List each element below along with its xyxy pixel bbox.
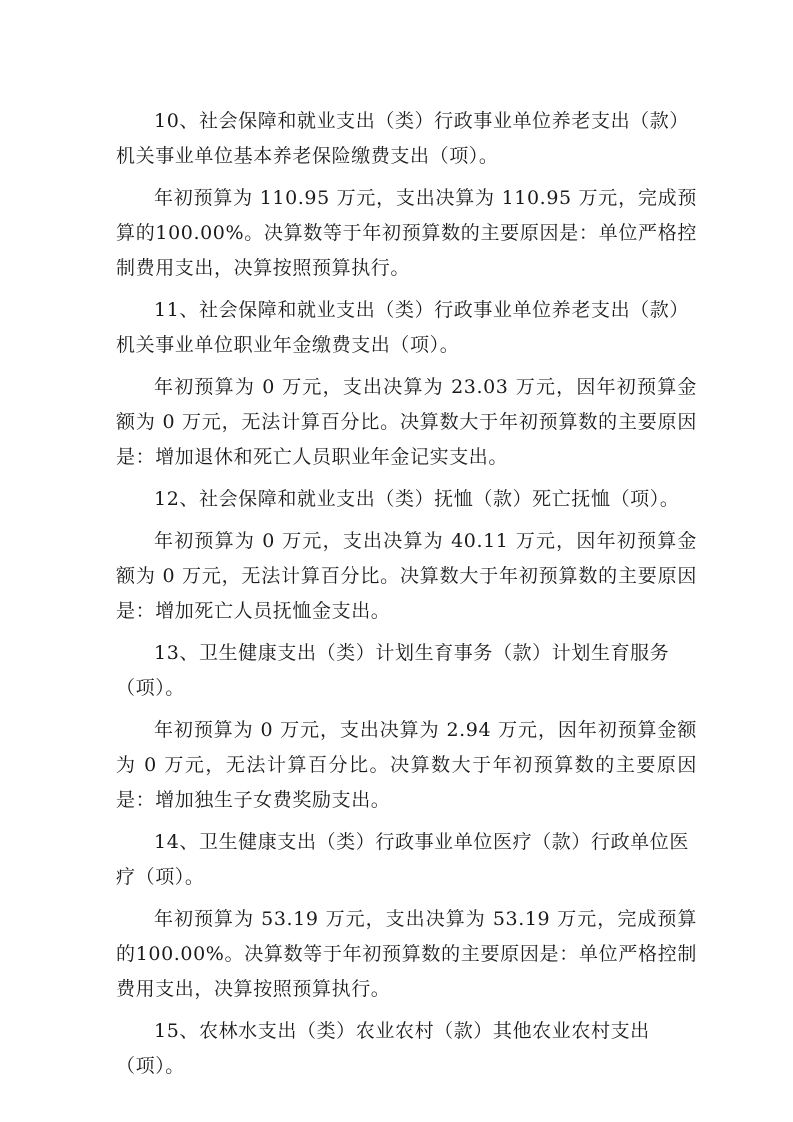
item-13-heading: 13、卫生健康支出（类）计划生育事务（款）计划生育服务（项）。 [116, 642, 670, 699]
item-12-description: 年初预算为 0 万元，支出决算为 40.11 万元，因年初预算金额为 0 万元，无法计算百分比。决算数大于年初预算数的主要原因是：增加死亡人员抚恤金支出。 [116, 530, 697, 622]
item-15-heading: 15、农林水支出（类）农业农村（款）其他农业农村支出（项）。 [116, 1020, 650, 1077]
item-11-description: 年初预算为 0 万元，支出决算为 23.03 万元，因年初预算金额为 0 万元，无法计算百分比。决算数大于年初预算数的主要原因是：增加退休和死亡人员职业年金记实支出。 [116, 376, 697, 468]
item-10-description: 年初预算为 110.95 万元，支出决算为 110.95 万元，完成预算的100.00%。决算数等于年初预算数的主要原因是：单位严格控制费用支出，决算按照预算执行。 [116, 187, 697, 279]
item-12-heading: 12、社会保障和就业支出（类）抚恤（款）死亡抚恤（项）。 [154, 488, 680, 510]
item-14-description: 年初预算为 53.19 万元，支出决算为 53.19 万元，完成预算的100.00%。决算数等于年初预算数的主要原因是：单位严格控制费用支出，决算按照预算执行。 [116, 908, 697, 1000]
item-10-heading: 10、社会保障和就业支出（类）行政事业单位养老支出（款）机关事业单位基本养老保险缴费支出（项）。 [116, 110, 689, 167]
item-11-heading: 11、社会保障和就业支出（类）行政事业单位养老支出（款）机关事业单位职业年金缴费支出（项）。 [116, 299, 689, 356]
item-14-heading: 14、卫生健康支出（类）行政事业单位医疗（款）行政单位医疗（项）。 [116, 831, 689, 888]
item-13-description: 年初预算为 0 万元，支出决算为 2.94 万元，因年初预算金额为 0 万元，无法计算百分比。决算数大于年初预算数的主要原因是：增加独生子女费奖励支出。 [116, 719, 697, 811]
